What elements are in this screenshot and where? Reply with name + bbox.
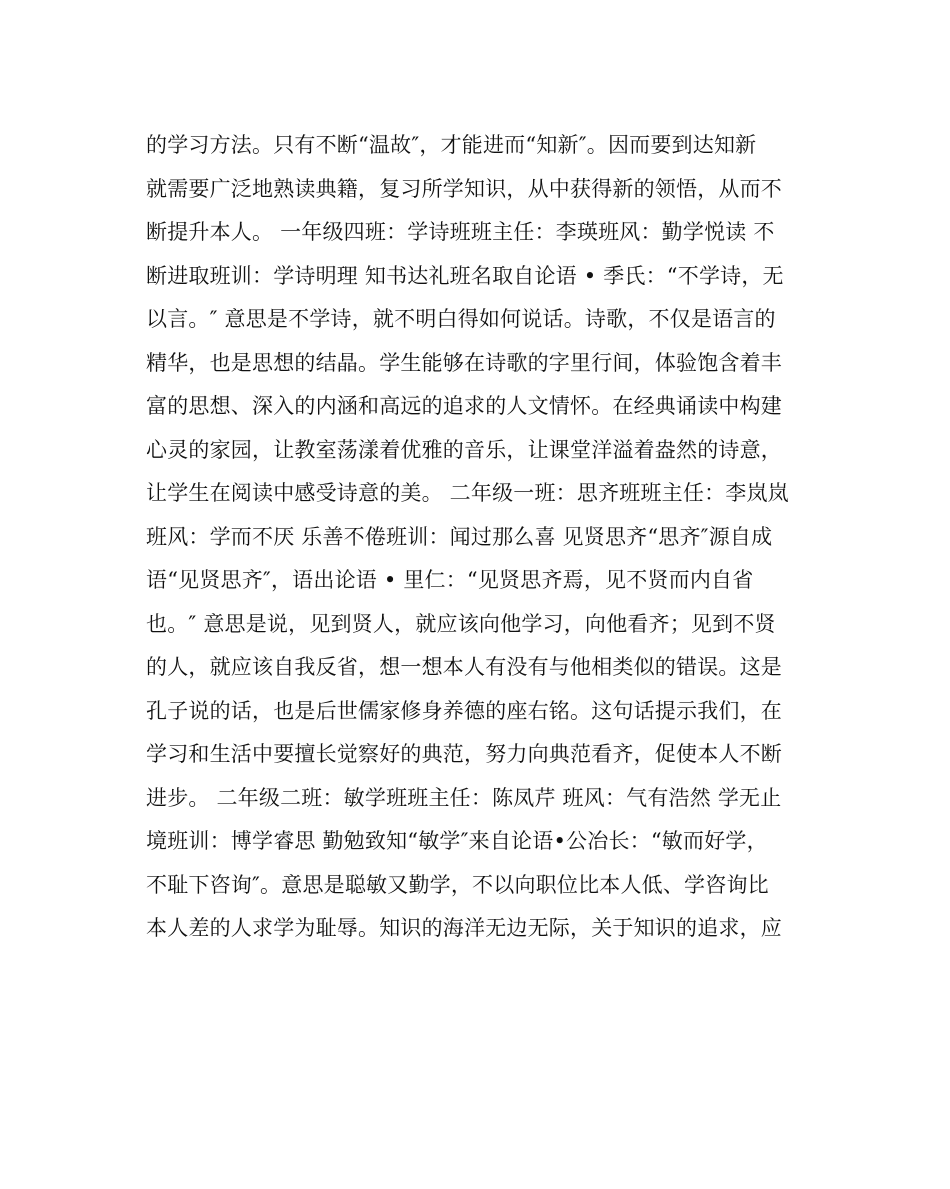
text-line: 的学习方法。只有不断“温故″，才能进而“知新″。因而要到达知新 [146,133,757,157]
text-line: 富的思想、深入的内涵和高远的追求的人文情怀。在经典诵读中构建 [146,394,782,418]
text-line: 孔子说的话，也是后世儒家修身养德的座右铭。这句话提示我们，在 [146,698,782,723]
text-line: 以言。″ 意思是不学诗，就不明白得如何说话。诗歌，不仅是语言的 [146,307,776,331]
text-line: 学习和生活中要擅长觉察好的典范，努力向典范看齐，促使本人不断 [146,742,782,766]
text-line: 断提升本人。 一年级四班：学诗班班主任：李瑛班风：勤学悦读 不 [146,220,775,244]
text-line: 不耻下咨询″。意思是聪敏又勤学，不以向职位比本人低、学咨询比 [146,872,769,897]
text-line: 的人，就应该自我反省，想一想本人有没有与他相类似的错误。这是 [146,655,782,679]
text-line: 心灵的家园，让教室荡漾着优雅的音乐，让课堂洋溢着盎然的诗意， [146,437,782,462]
text-line: 精华，也是思想的结晶。学生能够在诗歌的字里行间，体验饱含着丰 [146,350,782,375]
text-line: 班风：学而不厌 乐善不倦班训：闻过那么喜 见贤思齐“思齐″源自成 [146,524,773,549]
text-line: 断进取班训：学诗明理 知书达礼班名取自论语 • 季氏：“不学诗，无 [146,263,784,288]
body-text [146,124,816,951]
text-line: 语“见贤思齐″，语出论语 • 里仁：“见贤思齐焉，见不贤而内自省 [146,568,754,592]
text-line: 让学生在阅读中感受诗意的美。 二年级一班：思齐班班主任：李岚岚 [146,481,789,505]
text-line: 本人差的人求学为耻辱。知识的海洋无边无际，关于知识的追求，应 [146,916,782,940]
text-line: 进步。 二年级二班：敏学班班主任：陈凤芹 班风：气有浩然 学无止 [146,785,782,810]
text-line: 境班训：博学睿思 勤勉致知“敏学″来自论语•公冶长：“敏而好学， [146,829,768,853]
text-line: 就需要广泛地熟读典籍，复习所学知识，从中获得新的领悟，从而不 [146,176,782,201]
text-line: 也。″ 意思是说，见到贤人，就应该向他学习，向他看齐；见到不贤 [146,611,776,636]
